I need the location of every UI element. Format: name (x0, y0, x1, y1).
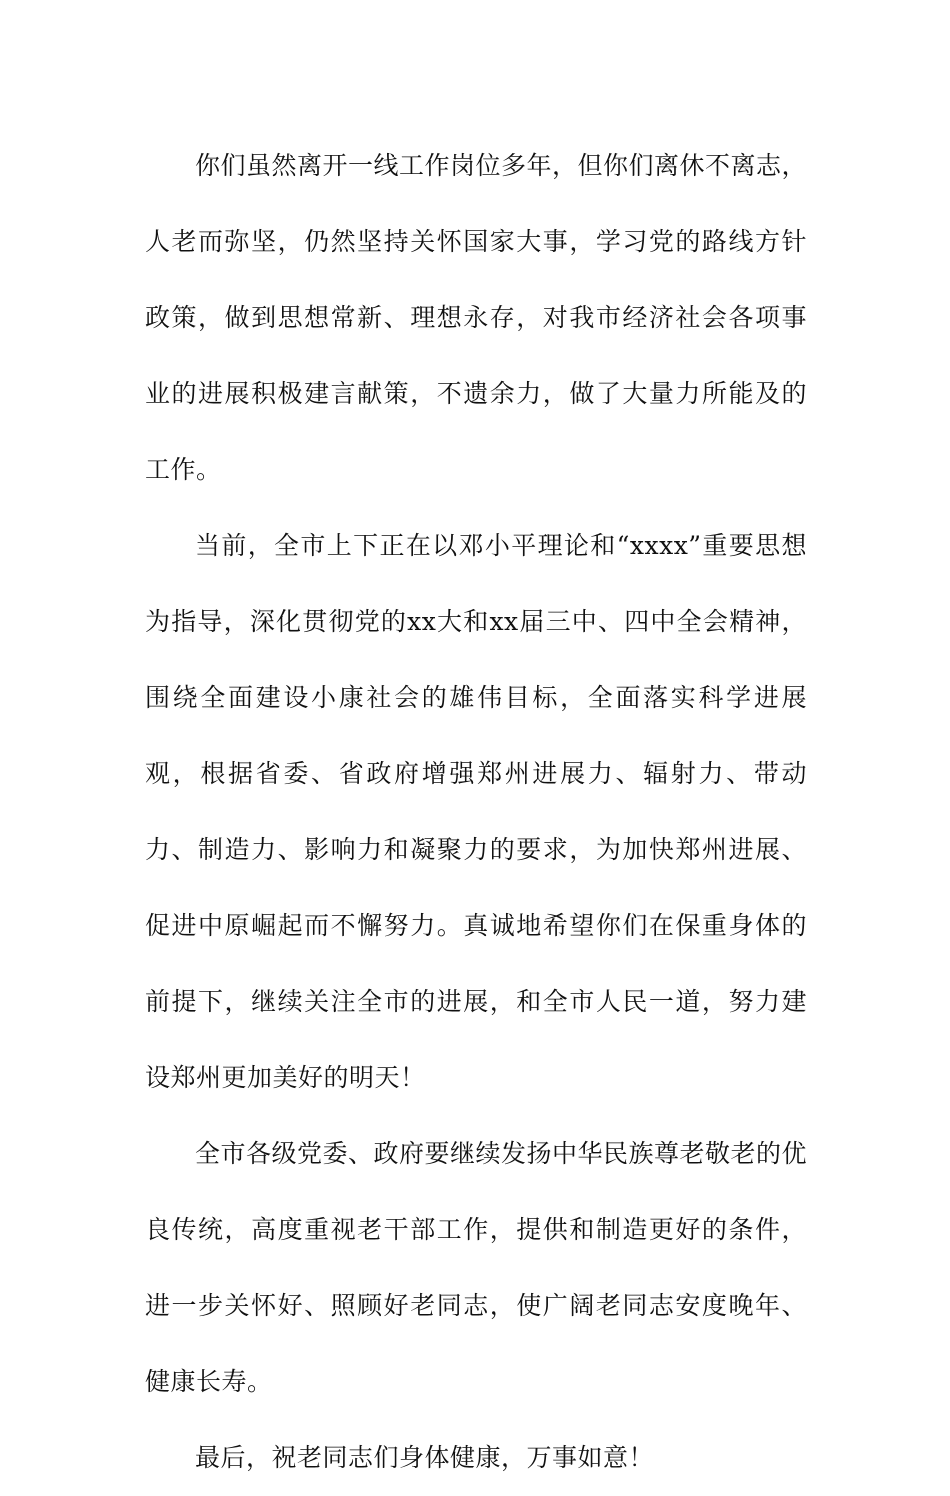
paragraph-1: 你们虽然离开一线工作岗位多年，但你们离休不离志，人老而弥坚，仍然坚持关怀国家大事，学习党的路线方针政策，做到思想常新、理想永存，对我市经济社会各项事业的进展积极建言献策，不遗余力，做了大量力所能及的工作。 (145, 151, 808, 484)
document-body (145, 128, 807, 1496)
paragraph-3: 全市各级党委、政府要继续发扬中华民族尊老敬老的优良传统，高度重视老干部工作，提供和制造更好的条件，进一步关怀好、照顾好老同志，使广阔老同志安度晚年、健康长寿。 (145, 1139, 808, 1396)
paragraph-4: 最后，祝老同志们身体健康，万事如意！ (195, 1443, 655, 1472)
paragraph-2: 当前，全市上下正在以邓小平理论和“xxxx”重要思想为指导，深化贯彻党的xx大和xx届三中、四中全会精神，围绕全面建设小康社会的雄伟目标，全面落实科学进展观，根据省委、省政府增强郑州进展力、辐射力、带动力、制造力、影响力和凝聚力的要求，为加快郑州进展、促进中原崛起而不懈努力。真诚地希望你们在保重身体的前提下，继续关注全市的进展，和全市人民一道，努力建设郑州更加美好的明天！ (145, 531, 807, 1092)
